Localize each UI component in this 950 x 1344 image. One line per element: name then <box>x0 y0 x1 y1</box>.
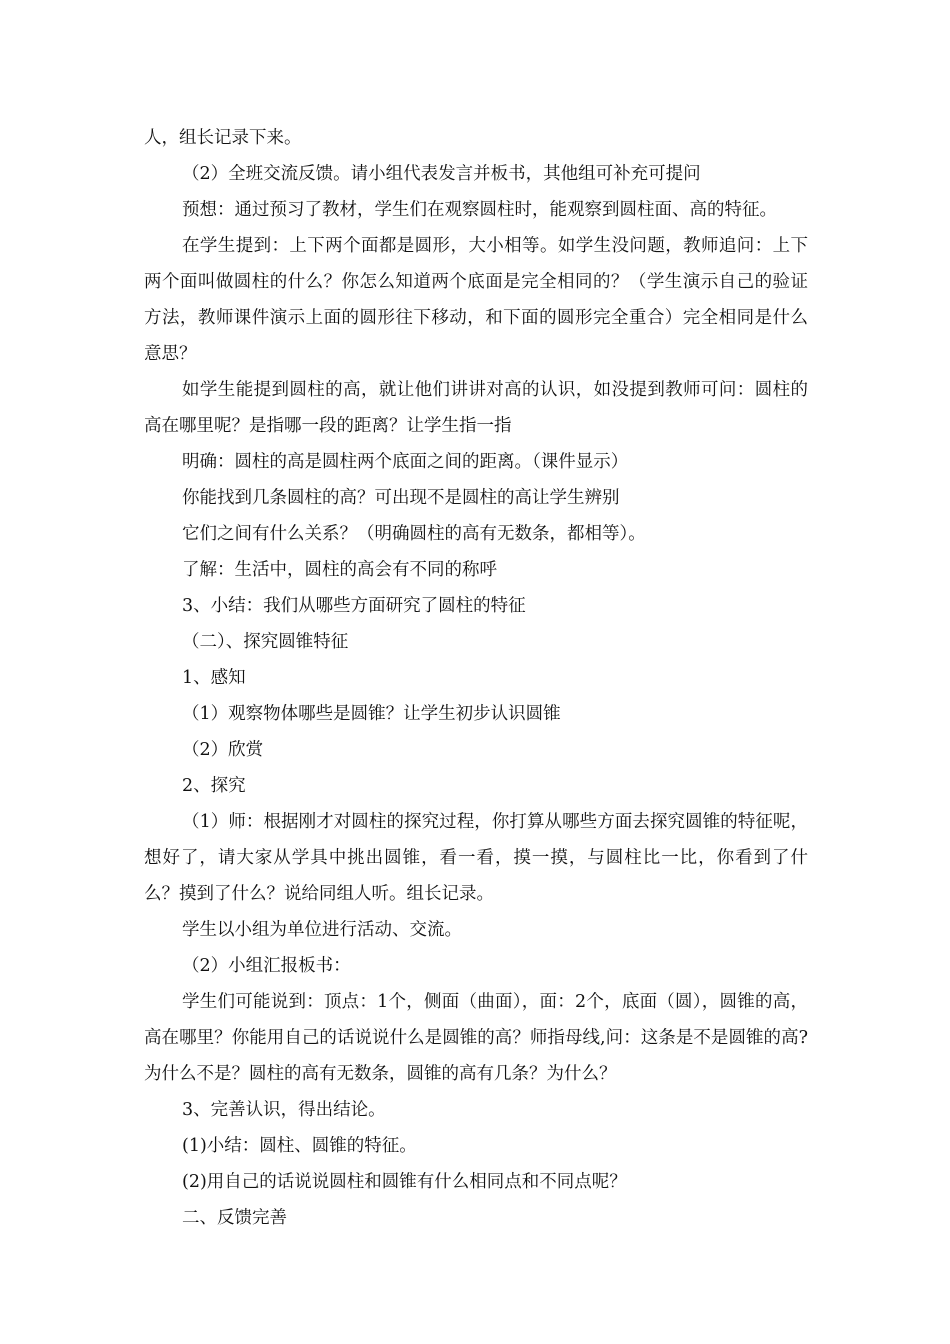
paragraph: （2）欣赏 <box>182 740 264 760</box>
paragraph: （2）小组汇报板书： <box>182 956 351 976</box>
section-heading: （二）、探究圆锥特征 <box>182 632 349 652</box>
paragraph: 它们之间有什么关系？（明确圆柱的高有无数条，都相等）。 <box>182 524 646 544</box>
paragraph: （1）师：根据刚才对圆柱的探究过程，你打算从哪些方面去探究圆锥的特征呢，想好了，请大家从学具中挑出圆锥，看一看，摸一摸，与圆柱比一比，你看到了什么？摸到了什么？说给同组人听。组长记录。 <box>144 812 808 904</box>
paragraph: 如学生能提到圆柱的高，就让他们讲讲对高的认识，如没提到教师可问：圆柱的高在哪里呢？是指哪一段的距离？让学生指一指 <box>144 380 808 436</box>
paragraph: 了解：生活中，圆柱的高会有不同的称呼 <box>182 560 497 580</box>
paragraph: 学生们可能说到：顶点：1个，侧面（曲面），面：2个，底面（圆），圆锥的高，高在哪里？你能用自己的话说说什么是圆锥的高？师指母线,问：这条是不是圆锥的高?为什么不是？圆柱的高有无数条，圆锥的高有几条？为什么？ <box>144 992 808 1084</box>
paragraph: 你能找到几条圆柱的高？可出现不是圆柱的高让学生辨别 <box>182 488 620 508</box>
subheading: 1、感知 <box>182 668 246 688</box>
paragraph: (2)用自己的话说说圆柱和圆锥有什么相同点和不同点呢？ <box>182 1172 627 1192</box>
paragraph: 在学生提到：上下两个面都是圆形，大小相等。如学生没问题，教师追问：上下两个面叫做圆柱的什么？你怎么知道两个底面是完全相同的？（学生演示自己的验证方法，教师课件演示上面的圆形往下移动，和下面的圆形完全重合）完全相同是什么意思？ <box>144 236 808 364</box>
subheading: 2、探究 <box>182 776 246 796</box>
paragraph: 3、小结：我们从哪些方面研究了圆柱的特征 <box>182 596 526 616</box>
document-page <box>144 120 808 1236</box>
paragraph: 人，组长记录下来。 <box>144 128 302 148</box>
paragraph: 预想：通过预习了教材，学生们在观察圆柱时，能观察到圆柱面、高的特征。 <box>182 200 777 220</box>
paragraph: （1）观察物体哪些是圆锥？让学生初步认识圆锥 <box>182 704 561 724</box>
section-heading: 二、反馈完善 <box>182 1208 287 1228</box>
paragraph: 明确：圆柱的高是圆柱两个底面之间的距离。（课件显示） <box>182 452 629 472</box>
paragraph: 学生以小组为单位进行活动、交流。 <box>182 920 462 940</box>
paragraph: （2）全班交流反馈。请小组代表发言并板书，其他组可补充可提问 <box>182 164 701 184</box>
subheading: 3、完善认识，得出结论。 <box>182 1100 386 1120</box>
paragraph: (1)小结：圆柱、圆锥的特征。 <box>182 1136 417 1156</box>
